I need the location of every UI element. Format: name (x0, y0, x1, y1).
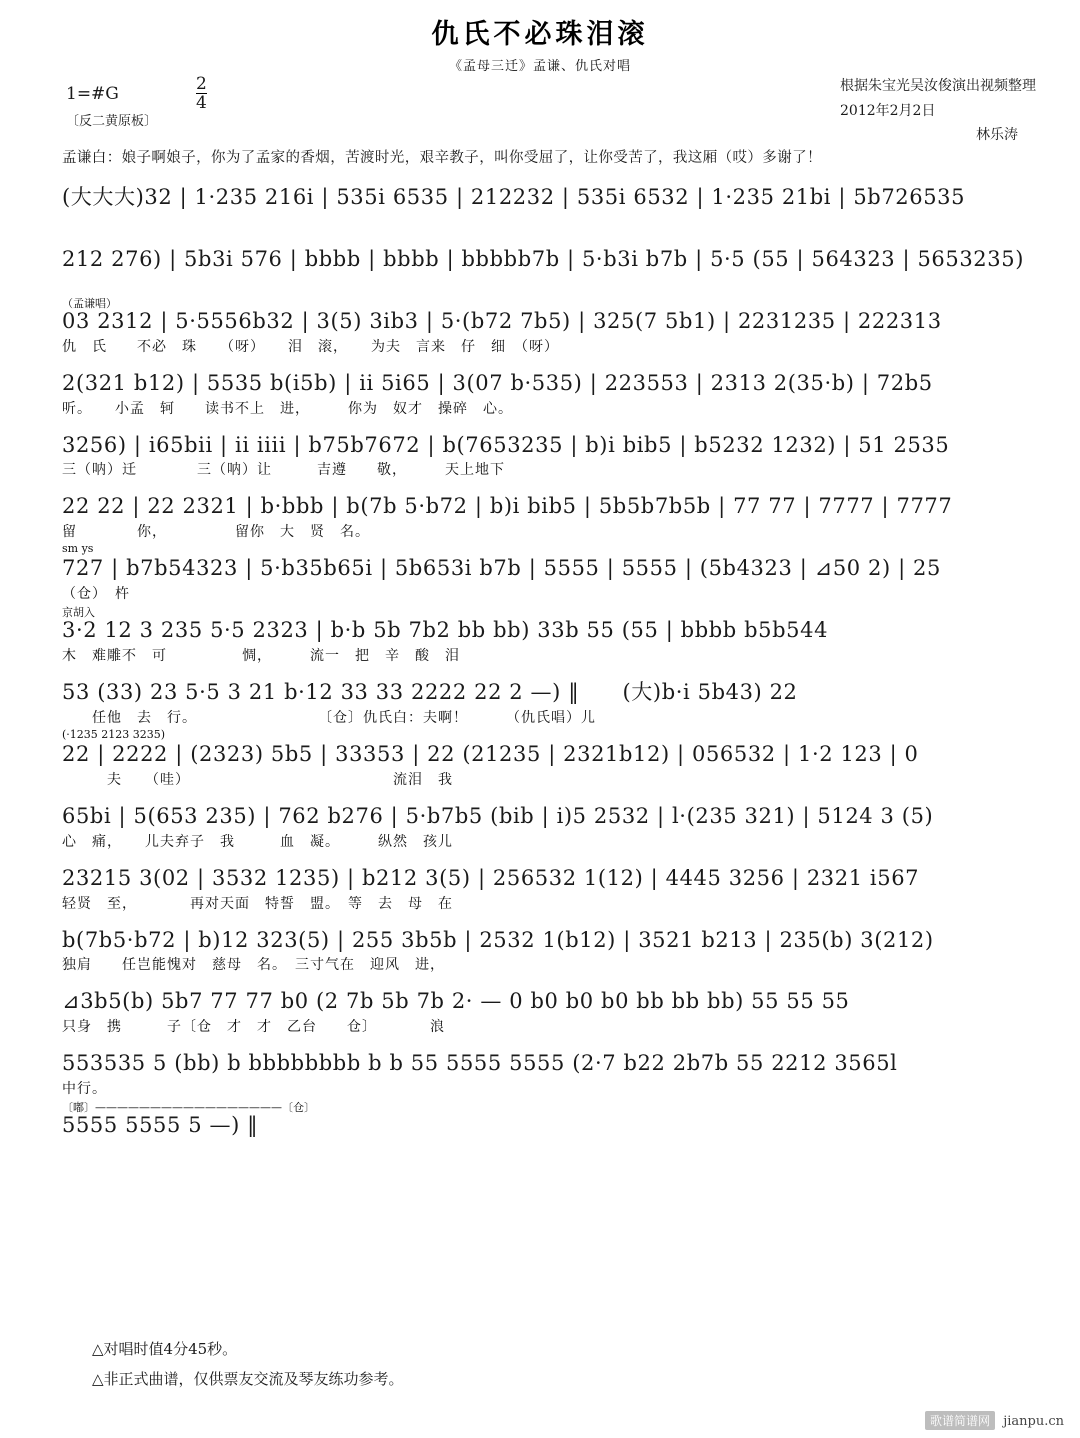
music-line-notes: 22 | 2222 | (2323) 5b5 | 33353 | 22 (21235 | 2321b12) | 056532 | 1·2 123 | 0 (62, 741, 919, 766)
music-line-marks (62, 357, 1054, 370)
music-line-marks (62, 419, 1054, 432)
music-line (62, 542, 1054, 602)
music-line (62, 419, 1054, 479)
music-line-marks (62, 975, 1054, 988)
credits-block (840, 74, 1036, 148)
time-signature (196, 76, 207, 112)
music-line-notes: 727 | b7b54323 | 5·b35b65i | 5b653i b7b | 5555 | 5555 | (5b4323 | ⊿50 2) | 25 (62, 556, 941, 581)
music-line-notes: 22 22 | 22 2321 | b·bbb | b(7b 5·b72 | b)i bib5 | 5b5b7b5b | 77 77 | 7777 | 7777 (62, 494, 953, 519)
watermark (925, 1411, 1064, 1430)
music-line-notes: 53 (33) 23 5·5 3 21 b·12 33 33 2222 22 2 —) ‖ (大)b·i 5b43) 22 (62, 680, 798, 704)
music-line-lyrics: 独肩 任岂能愧对 慈母 名。 三寸气在 迎风 进， (62, 957, 445, 974)
music-line-notes: 553535 5 (bb) b bbbbbbbb b b 55 5555 5555 (2·7 b22 2b7b 55 2212 3565l (62, 1051, 898, 1076)
music-line-marks: sm ys (62, 542, 94, 556)
music-line-notes: 3·2 12 3 235 5·5 2323 | b·b 5b 7b2 bb bb) 33b 55 (55 | bbbb b5b544 (62, 618, 829, 643)
music-line-lyrics: 任他 去 行。 〔仓〕仇氏白：夫啊！ （仇氏唱）儿 (62, 709, 596, 726)
music-line-lyrics (62, 1140, 1054, 1159)
music-line (62, 975, 1054, 1035)
music-line-marks (62, 914, 1054, 927)
music-line (62, 480, 1054, 540)
music-line (62, 666, 1054, 726)
music-line (62, 790, 1054, 850)
music-line (62, 357, 1054, 417)
music-line-lyrics: 轻贤 至， 再对天面 特誓 盟。 等 去 母 在 (62, 895, 453, 912)
music-line-lyrics: 中行。 (62, 1081, 107, 1098)
music-line-lyrics: 三（呐）迁 三（呐）让 吉遵 敬， 天上地下 (62, 462, 505, 479)
music-line-notes: 3256) | i65bii | ii iiii | b75b7672 | b(7653235 | b)i bib5 | b5232 1232) | 51 2535 (62, 432, 950, 457)
page-subtitle: 《孟母三迁》孟谦、仇氏对唱 (448, 59, 631, 74)
music-line-notes: 23215 3(02 | 3532 1235) | b212 3(5) | 256532 1(12) | 4445 3256 | 2321 i567 (62, 865, 920, 890)
music-line-notes: ⊿3b5(b) 5b7 77 77 b0 (2 7b 5b 7b 2· — 0 b0 b0 b0 bb bb bb) 55 55 55 (62, 989, 850, 1014)
music-line-lyrics (62, 274, 1054, 293)
music-line-notes: b(7b5·b72 | b)12 323(5) | 255 3b5b | 2532 1(b12) | 3521 b213 | 235(b) 3(212) (62, 927, 934, 952)
music-line-notes: 2(321 b12) | 5535 b(i5b) | ii 5i65 | 3(07 b·535) | 223553 | 2313 2(35·b) | 72b5 (62, 370, 933, 395)
mode-label: 〔反二黄原板〕 (66, 114, 158, 129)
music-line-lyrics (62, 212, 1054, 231)
music-line (62, 233, 1054, 293)
credit-author: 林乐涛 (976, 127, 1018, 143)
music-line-notes: 212 276) | 5b3i 576 | bbbb | bbbb | bbbbb7b | 5·b3i b7b | 5·5 (55 | 564323 | 5653235) (62, 246, 1024, 271)
music-line-lyrics: 木 难雕不 可 惆， 流一 把 辛 酸 泪 (62, 648, 460, 664)
music-line-notes: 65bi | 5(653 235) | 762 b276 | 5·b7b5 (bib | i)5 2532 | l·(235 321) | 5124 3 (5) (62, 803, 934, 828)
header-row (0, 74, 1080, 143)
music-line-marks: (·1235 2123 3235) (62, 727, 166, 741)
music-line-marks (62, 790, 1054, 803)
music-line (62, 852, 1054, 912)
music-lines (0, 171, 1080, 1159)
music-line-lyrics: 夫 （哇） 流泪 我 (62, 771, 453, 788)
key-block (66, 84, 157, 129)
music-line (62, 295, 1054, 355)
footnote-1: △对唱时值4分45秒。 (92, 1340, 238, 1358)
music-line (62, 914, 1054, 974)
music-line-lyrics: 只身 携 子〔仓 才 才 乙台 仓〕 浪 (62, 1019, 445, 1036)
music-line (62, 1037, 1054, 1097)
music-line (62, 728, 1054, 788)
music-line-lyrics: （仓） 杵 (62, 586, 130, 603)
watermark-badge: 歌谱简谱网 (925, 1411, 995, 1430)
music-line (62, 604, 1054, 664)
music-line-lyrics: 听。 小孟 轲 读书不上 进， 你为 奴才 操碎 心。 (62, 400, 513, 417)
time-signature-numerator: 2 (196, 74, 207, 94)
page-title: 仇氏不必珠泪滚 (431, 19, 649, 50)
music-line-marks: 京胡入 (62, 606, 95, 620)
music-line-marks (62, 1037, 1054, 1050)
music-line-marks: 〔嘟〕—————————————————〔仓〕 (62, 1101, 315, 1115)
spoken-intro-line: 孟谦白：娘子啊娘子，你为了孟家的香烟，苦渡时光，艰辛教子，叫你受屈了，让你受苦了，我这厢（哎）多谢了！ (62, 150, 822, 166)
footnotes (92, 1334, 404, 1394)
music-line (62, 1099, 1054, 1159)
footnote-2: △非正式曲谱，仅供票友交流及琴友练功参考。 (92, 1370, 404, 1388)
music-line-lyrics: 留 你， 留你 大 贤 名。 (62, 524, 370, 541)
time-signature-denominator: 4 (196, 93, 207, 113)
credit-source: 根据朱宝光吴汝俊演出视频整理 (840, 78, 1036, 94)
credit-date: 2012年2月2日 (840, 102, 936, 119)
key-signature: 1=#G (66, 84, 119, 104)
music-line-marks (62, 233, 1054, 246)
music-line-marks (62, 171, 1054, 184)
music-line-marks (62, 666, 1054, 679)
music-line (62, 171, 1054, 231)
music-line-lyrics: 心 痛， 儿夫弃子 我 血 凝。 纵然 孩儿 (62, 833, 453, 850)
watermark-url: jianpu.cn (1003, 1414, 1064, 1429)
music-line-notes: 5555 5555 5 —) ‖ (62, 1113, 259, 1138)
music-line-marks: （孟谦唱） (62, 296, 117, 310)
music-line-marks (62, 480, 1054, 493)
music-line-marks (62, 852, 1054, 865)
music-line-lyrics: 仇 氏 不必 珠 （呀） 泪 滚， 为夫 言来 仔 细 （呀） (62, 338, 559, 355)
music-line-notes: (大大大)32 | 1·235 216i | 535i 6535 | 212232 | 535i 6532 | 1·235 21bi | 5b726535 (62, 185, 966, 209)
music-line-notes: 03 2312 | 5·5556b32 | 3(5) 3ib3 | 5·(b72 7b5) | 325(7 5b1) | 2231235 | 222313 (62, 308, 942, 333)
